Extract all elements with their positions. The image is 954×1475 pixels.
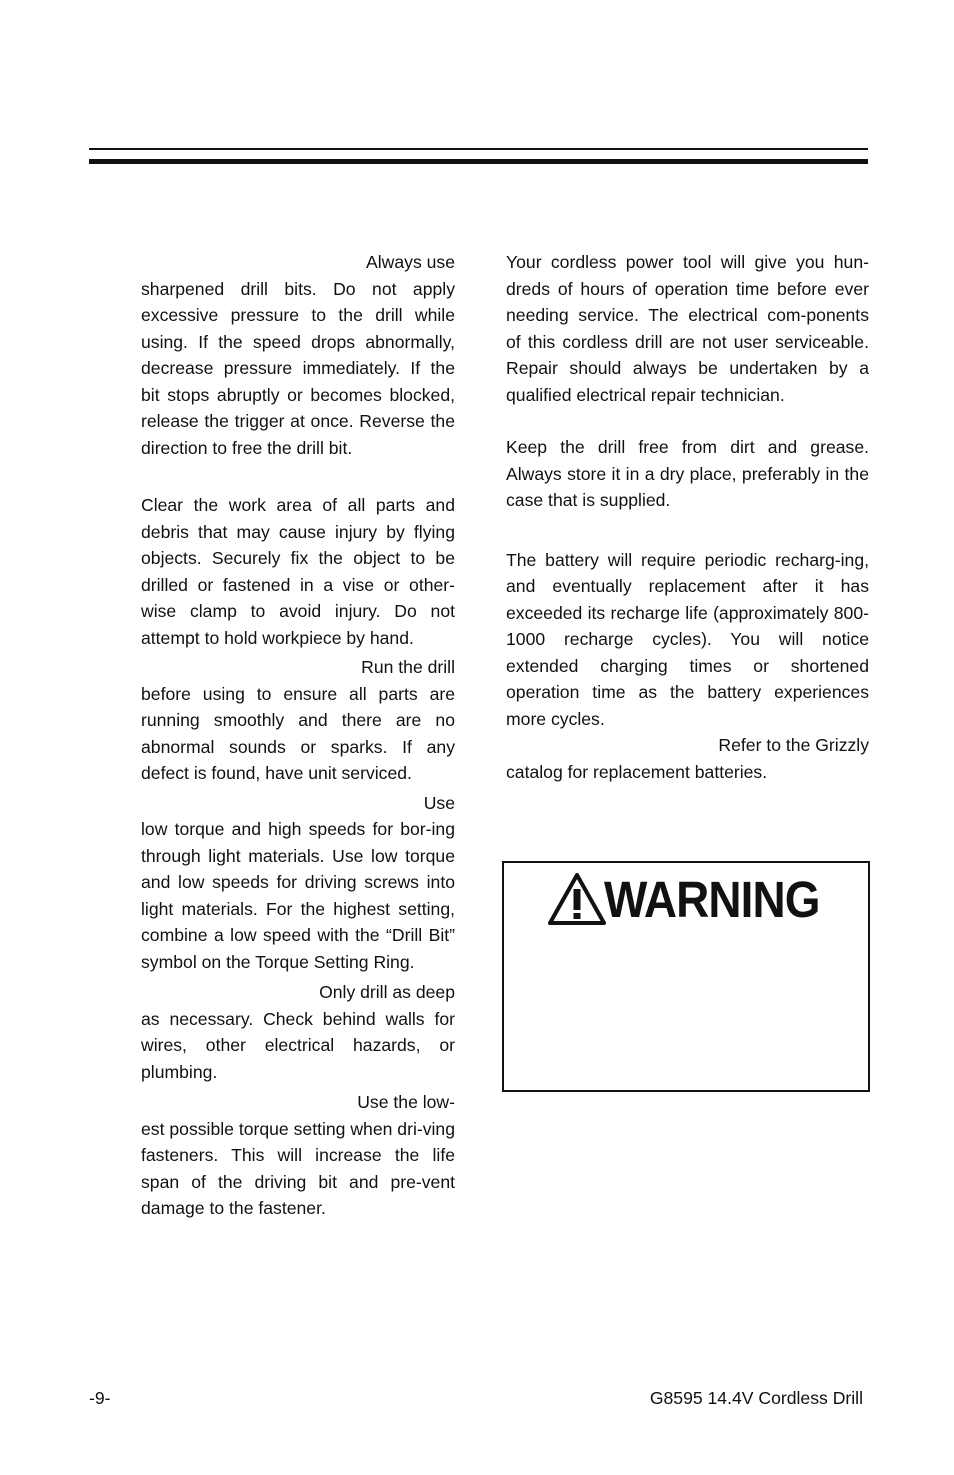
paragraph-run-drill [141, 654, 455, 787]
paragraph-lead: Use the low- [357, 1092, 455, 1112]
paragraph-lead: Only drill as deep [319, 982, 455, 1002]
paragraph-battery [506, 547, 869, 733]
page-number: -9- [89, 1388, 111, 1408]
right-column [506, 249, 869, 785]
paragraph-body: low torque and high speeds for bor-ing through light materials. Use low torque and low speeds for driving screws into light materials. For the highest setting, combine a low speed with the “Drill Bit” symbol on the Torque Setting Ring. [141, 819, 455, 972]
paragraph-body: Your cordless power tool will give you hun-dreds of hours of operation time before ever needing service. The electrical com-ponents of this cordless drill are not user serviceable. Repair should always be undertaken by a qualified electrical repair technician. [506, 252, 869, 405]
warning-box [502, 861, 870, 1092]
paragraph-body: The battery will require periodic recharg-ing, and eventually replacement after it has exceeded its recharge life (approximately 800-1000 recharge cycles). You will notice extended charging times or shortened operation time as the battery experiences more cycles. [506, 549, 869, 729]
paragraph-torque-speed [141, 790, 455, 976]
footer-model: G8595 14.4V Cordless Drill [649, 1388, 863, 1408]
paragraph-lowest-torque [141, 1089, 455, 1222]
paragraph-body: before using to ensure all parts are running smoothly and there are no abnormal sounds or sparks. If any defect is found, have unit serviced. [141, 683, 455, 783]
paragraph-body: as necessary. Check behind walls for wires, other electrical hazards, or plumbing. [141, 1008, 455, 1082]
paragraph-body: est possible torque setting when dri-ving fasteners. This will increase the life span of the driving bit and pre-vent damage to the fastener. [141, 1118, 455, 1218]
paragraph-body: Clear the work area of all parts and debris that may cause injury by flying objects. Securely fix the object to be drilled or fastened in a vise or other-wise clamp to avoid injury. Do not attempt to hold workpiece by hand. [141, 495, 455, 648]
paragraph-lead: Always use [366, 252, 455, 272]
warning-label: WARNING [604, 870, 820, 928]
exclamation-triangle-icon [548, 873, 606, 925]
header-rule-thick [89, 159, 868, 164]
paragraph-body: catalog for replacement batteries. [506, 761, 768, 782]
paragraph-work-area [141, 492, 455, 651]
paragraph-lead: Use [423, 792, 455, 813]
left-column [141, 249, 455, 1222]
paragraph-replacement-batteries [506, 732, 869, 785]
paragraph-drill-depth [141, 979, 455, 1085]
header-rule-thin [89, 148, 868, 150]
warning-header [548, 869, 843, 929]
paragraph-body: Keep the drill free from dirt and grease. Always store it in a dry place, preferably in the case that is supplied. [506, 437, 869, 510]
paragraph-body: sharpened drill bits. Do not apply excessive pressure to the drill while using. If the speed drops abnormally, decrease pressure immediately. If the bit stops abruptly or becomes blocked, release the trigger at once. Reverse the direction to free the drill bit. [141, 278, 455, 458]
paragraph-service [506, 249, 869, 408]
paragraph-cleaning [506, 434, 869, 514]
paragraph-lead: Refer to the Grizzly [718, 735, 869, 755]
paragraph-lead: Run the drill [361, 657, 455, 677]
paragraph-sharp-bits [141, 249, 455, 461]
